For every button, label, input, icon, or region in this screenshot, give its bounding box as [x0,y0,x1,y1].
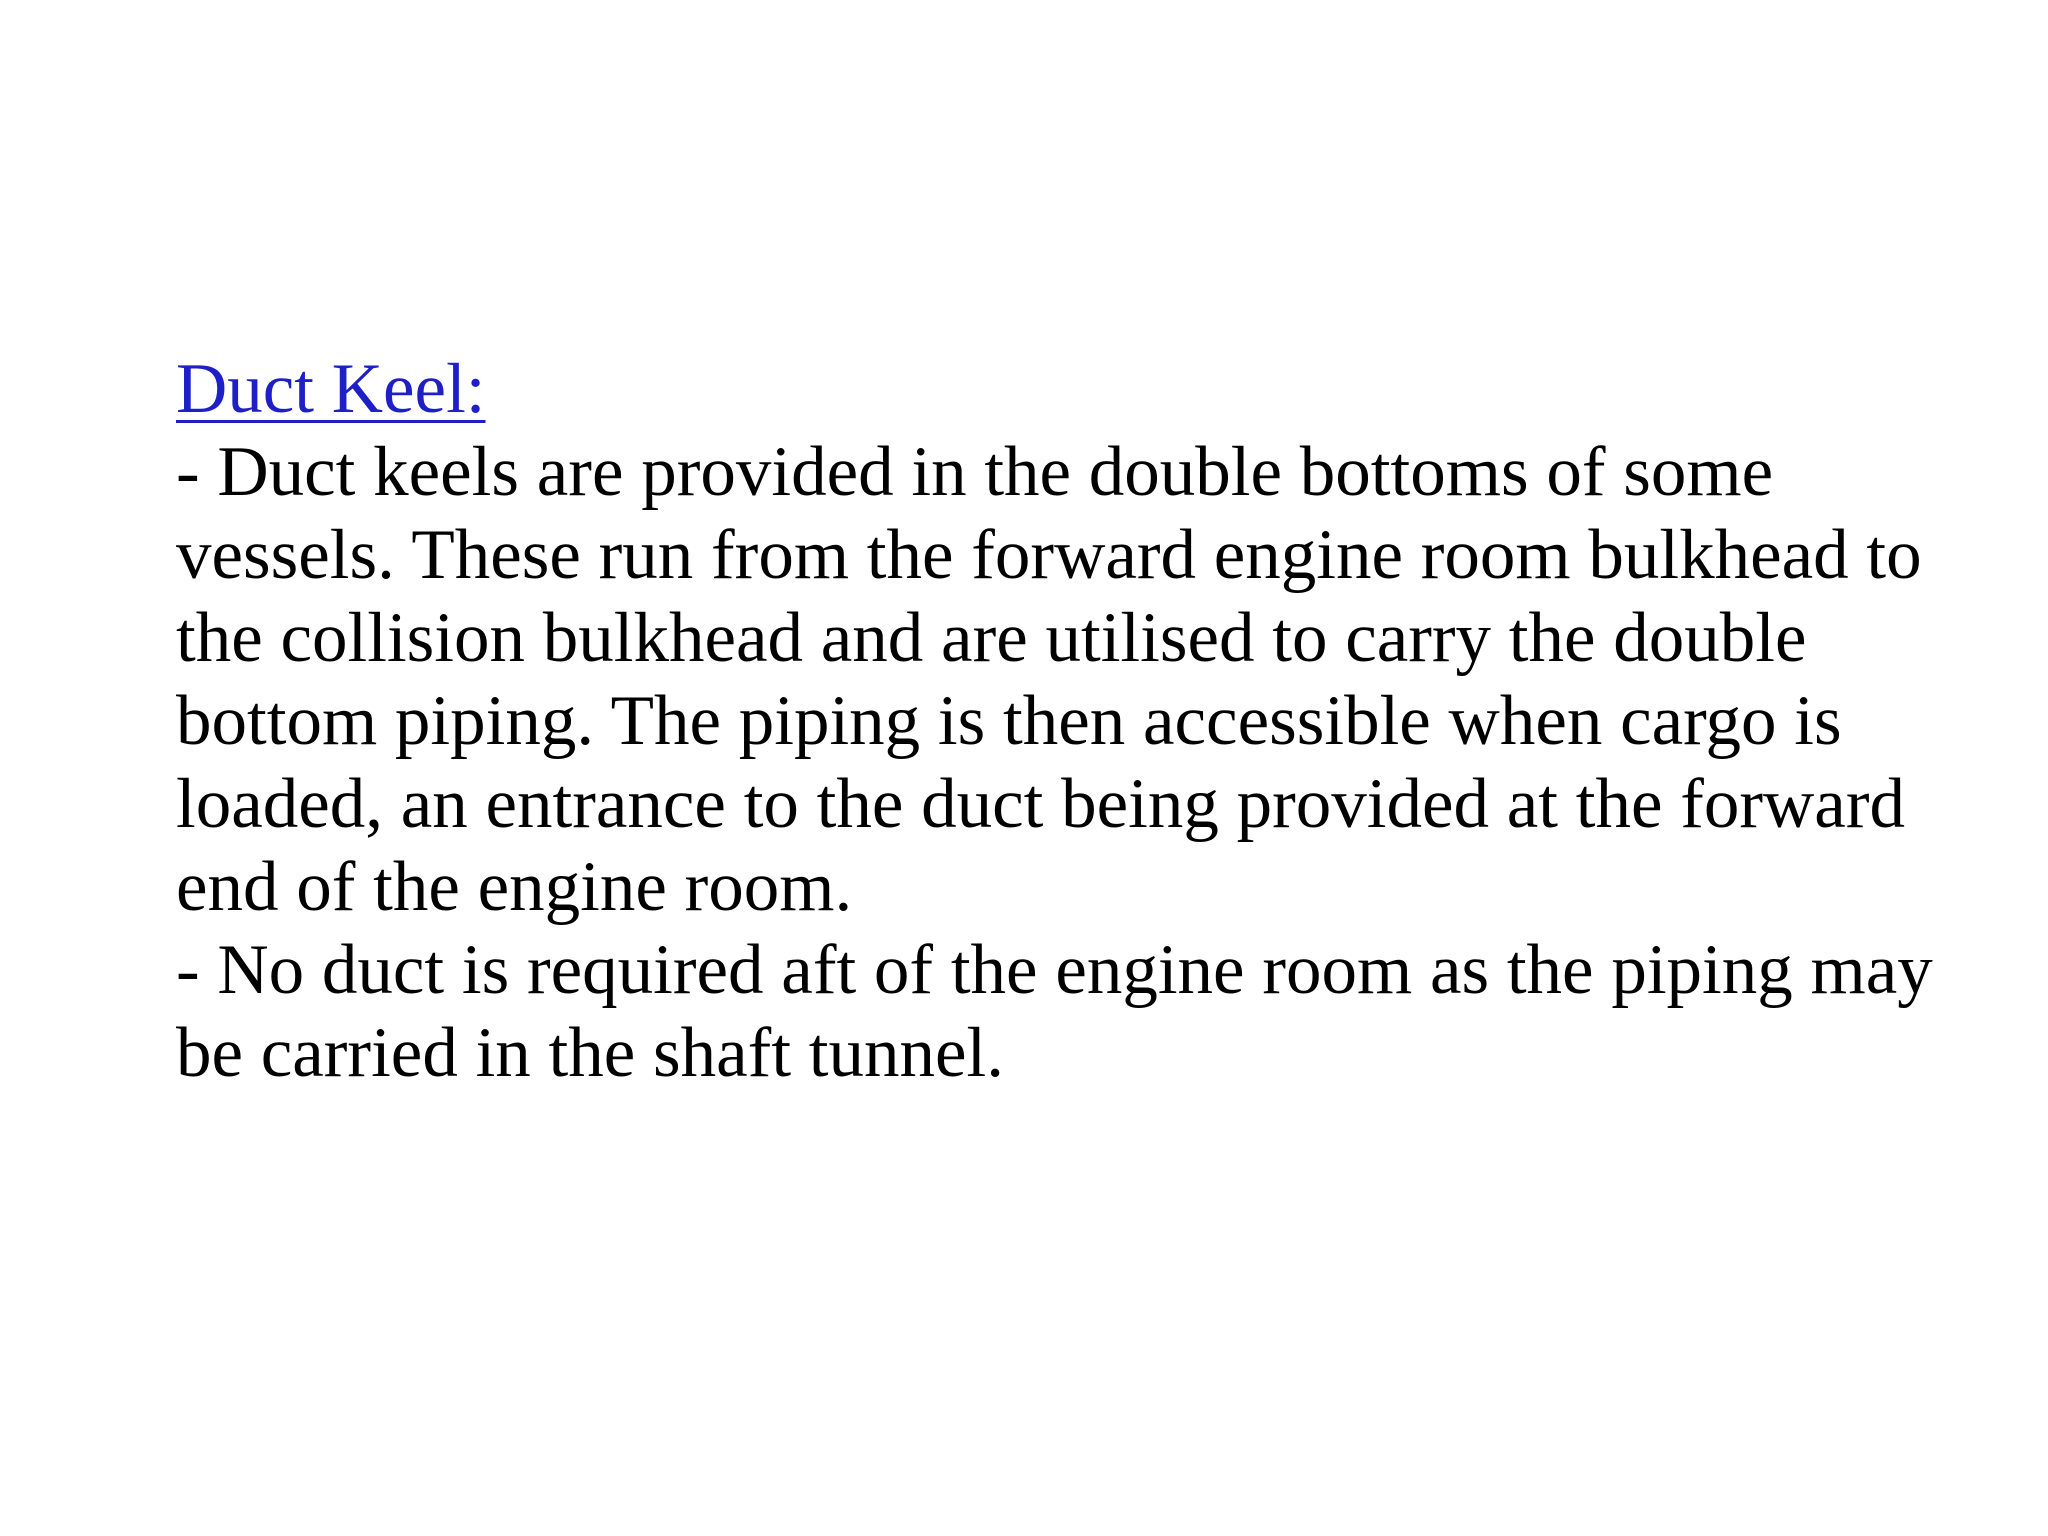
body-line: loaded, an entrance to the duct being provided at the forward [176,765,1905,843]
slide-body [176,348,1933,1095]
body-line: bottom piping. The piping is then accessible when cargo is [176,682,1842,760]
body-line: - No duct is required aft of the engine room as the piping may [176,931,1933,1009]
body-line: - Duct keels are provided in the double bottoms of some [176,433,1774,511]
heading-link[interactable]: Duct Keel: [176,350,486,428]
body-line: the collision bulkhead and are utilised to carry the double [176,599,1807,677]
body-line: vessels. These run from the forward engine room bulkhead to [176,516,1922,594]
body-line: end of the engine room. [176,848,853,926]
body-line: be carried in the shaft tunnel. [176,1014,1005,1092]
